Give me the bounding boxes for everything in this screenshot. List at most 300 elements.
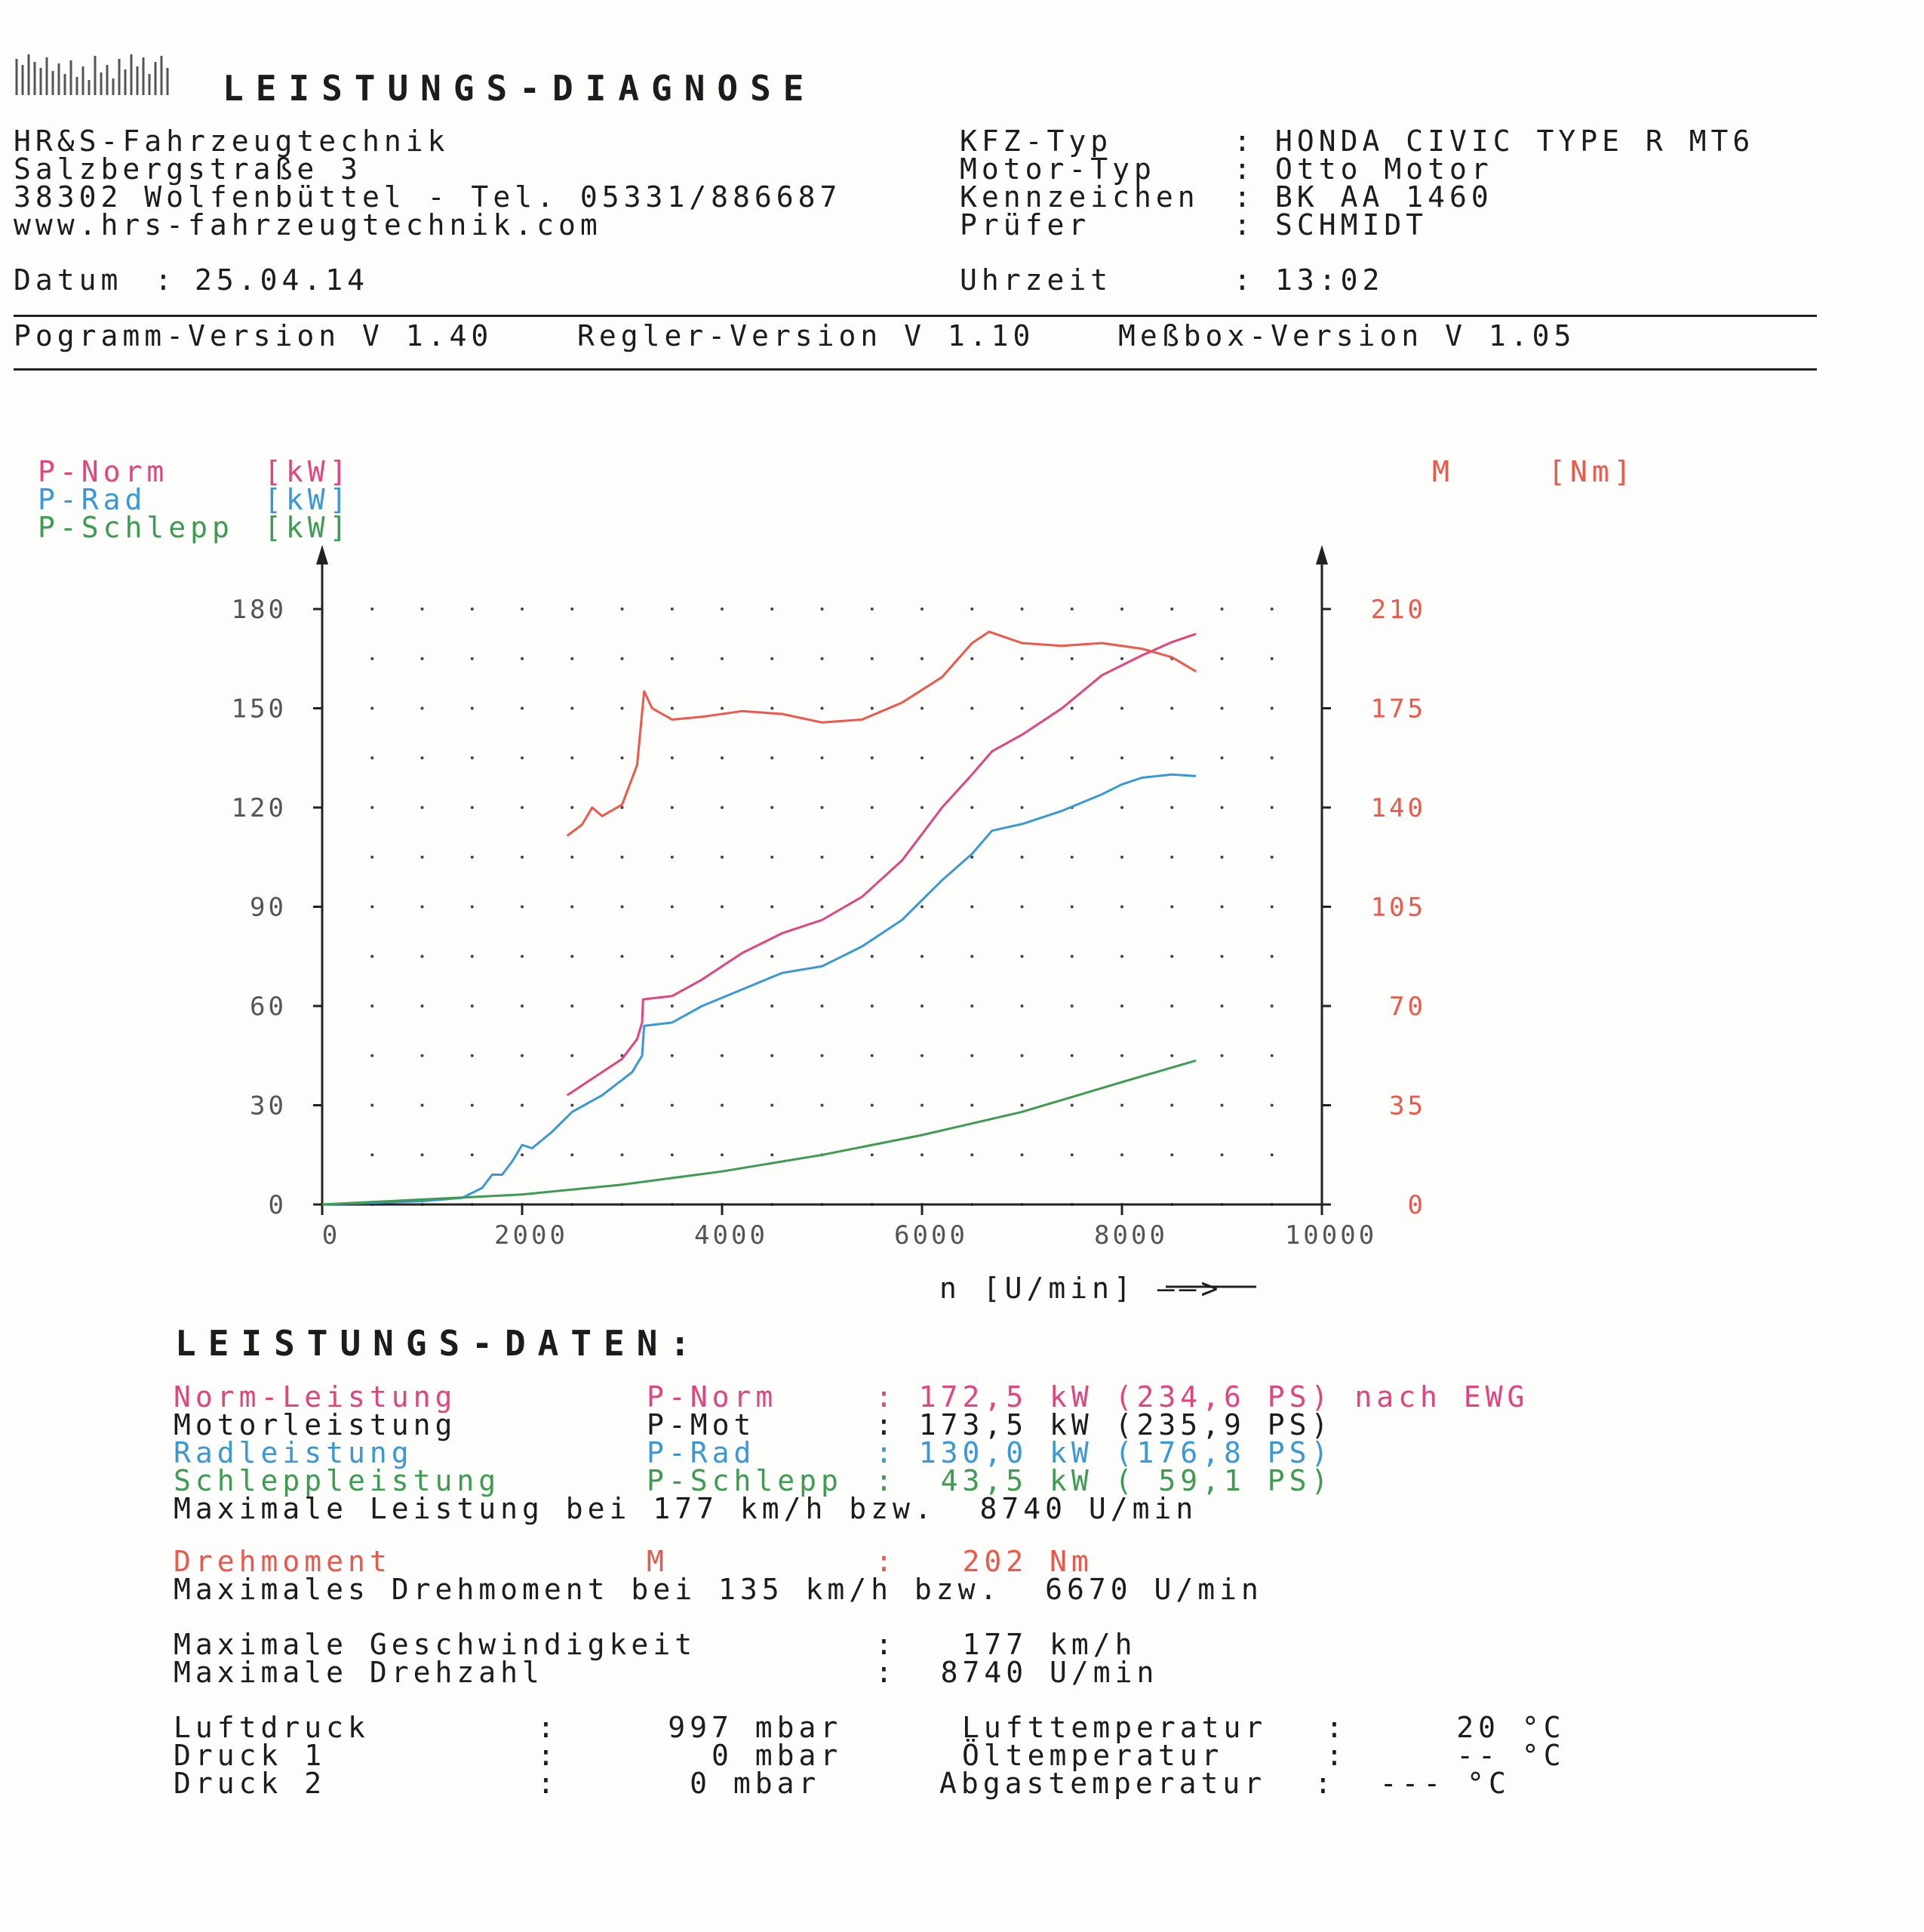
grid-dot: [471, 756, 474, 759]
grid-dot: [770, 657, 773, 660]
grid-dot: [471, 955, 474, 958]
grid-dot: [621, 707, 624, 710]
grid: [370, 608, 1274, 1206]
grid-dot: [871, 955, 874, 958]
grid-dot: [1071, 756, 1074, 759]
y-left-tick-label: 180: [231, 595, 287, 625]
env-label-abgastemp: Abgastemperatur: [939, 1767, 1267, 1800]
grid-dot: [1170, 1004, 1173, 1008]
grid-dot: [821, 1054, 824, 1057]
grid-dot: [421, 856, 424, 859]
grid-dot: [421, 1054, 424, 1057]
grid-dot: [871, 1153, 874, 1156]
grid-dot: [370, 707, 373, 710]
grid-dot: [871, 1004, 874, 1008]
grid-dot: [570, 1004, 573, 1008]
grid-dot: [1221, 608, 1224, 611]
x-axis-label: n [U/min] ——>: [939, 1272, 1223, 1305]
version-programm: Pogramm-Version V 1.40: [14, 319, 493, 352]
page-title: LEISTUNGS-DIAGNOSE: [223, 68, 816, 109]
grid-dot: [1170, 608, 1173, 611]
grid-dot: [370, 1153, 373, 1156]
grid-dot: [671, 707, 674, 710]
row-sym-mot: P-Mot: [647, 1408, 756, 1441]
env-label-druck2: Druck 2: [174, 1767, 327, 1800]
data-section-title: LEISTUNGS-DATEN:: [175, 1323, 703, 1364]
grid-dot: [970, 1004, 973, 1008]
grid-dot: [1221, 657, 1224, 660]
grid-dot: [671, 1004, 674, 1008]
grid-dot: [671, 1054, 674, 1057]
row-sym-rad: P-Rad: [647, 1436, 756, 1469]
grid-dot: [921, 806, 924, 809]
grid-dot: [1071, 707, 1074, 710]
legend-m-name: M: [1432, 455, 1454, 488]
company-city-phone: 38302 Wolfenbüttel - Tel. 05331/886687: [14, 180, 842, 214]
y-left-tick-label: 150: [231, 694, 287, 724]
grid-dot: [370, 657, 373, 660]
vehicle-label-kennzeichen: Kennzeichen: [960, 180, 1200, 214]
grid-dot: [770, 608, 773, 611]
grid-dot: [1120, 806, 1123, 809]
grid-dot: [770, 1153, 773, 1156]
grid-dot: [721, 657, 724, 660]
company-name: HR&S-Fahrzeugtechnik: [14, 125, 450, 158]
grid-dot: [1120, 1004, 1123, 1008]
grid-dot: [1170, 906, 1173, 909]
grid-dot: [370, 1004, 373, 1008]
grid-dot: [821, 756, 824, 759]
grid-dot: [1271, 1153, 1274, 1156]
grid-dot: [871, 806, 874, 809]
row-label-rad: Radleistung: [174, 1436, 413, 1469]
grid-dot: [721, 608, 724, 611]
grid-dot: [521, 806, 524, 809]
vehicle-label-motor: Motor-Typ: [960, 152, 1156, 186]
grid-dot: [721, 1054, 724, 1057]
grid-dot: [1170, 707, 1173, 710]
grid-dot: [1071, 1104, 1074, 1107]
row-label-norm: Norm-Leistung: [174, 1380, 457, 1414]
env-value-luftdruck: : 997 mbar: [537, 1711, 843, 1744]
grid-dot: [570, 707, 573, 710]
series-line-p-schlepp: [322, 1060, 1196, 1204]
grid-dot: [871, 608, 874, 611]
grid-dot: [970, 608, 973, 611]
grid-dot: [471, 1004, 474, 1008]
grid-dot: [1120, 657, 1123, 660]
row-value-schlepp: : 43,5 kW ( 59,1 PS): [875, 1464, 1333, 1497]
grid-dot: [1221, 856, 1224, 859]
grid-dot: [1021, 955, 1024, 958]
grid-dot: [721, 707, 724, 710]
row-sym-norm: P-Norm: [647, 1380, 778, 1414]
axes: [313, 545, 1331, 1287]
grid-dot: [1021, 657, 1024, 660]
grid-dot: [1170, 1153, 1173, 1156]
grid-dot: [1271, 657, 1274, 660]
grid-dot: [970, 756, 973, 759]
y-left-tick-label: 30: [250, 1091, 287, 1121]
y-left-tick-label: 90: [250, 892, 287, 923]
grid-dot: [1221, 806, 1224, 809]
grid-dot: [1071, 856, 1074, 859]
grid-dot: [471, 657, 474, 660]
grid-dot: [621, 906, 624, 909]
grid-dot: [1170, 756, 1173, 759]
grid-dot: [1221, 955, 1224, 958]
drehmoment-label: Drehmoment: [174, 1545, 392, 1578]
env-value-druck2: : 0 mbar: [537, 1767, 821, 1800]
series-line-m: [567, 632, 1196, 836]
grid-dot: [970, 1104, 973, 1107]
grid-dot: [871, 856, 874, 859]
grid-dot: [421, 806, 424, 809]
grid-dot: [671, 657, 674, 660]
grid-dot: [671, 955, 674, 958]
grid-dot: [1071, 1054, 1074, 1057]
vehicle-label-pruefer: Prüfer: [960, 208, 1091, 242]
grid-dot: [1120, 906, 1123, 909]
legend-m-unit: [Nm]: [1548, 455, 1636, 488]
grid-dot: [821, 1004, 824, 1008]
grid-dot: [921, 1004, 924, 1008]
grid-dot: [1021, 1153, 1024, 1156]
env-value-lufttemp: : 20 °C: [1326, 1711, 1566, 1744]
legend-p-schlepp-name: P-Schlepp: [38, 511, 234, 544]
grid-dot: [1170, 856, 1173, 859]
grid-dot: [821, 856, 824, 859]
grid-dot: [671, 806, 674, 809]
legend-p-schlepp-unit: [kW]: [264, 511, 352, 544]
grid-dot: [471, 1153, 474, 1156]
grid-dot: [721, 1004, 724, 1008]
grid-dot: [1271, 806, 1274, 809]
grid-dot: [621, 756, 624, 759]
grid-dot: [521, 707, 524, 710]
grid-dot: [521, 756, 524, 759]
grid-dot: [1071, 955, 1074, 958]
drehmoment-value: : 202 Nm: [875, 1545, 1093, 1578]
row-value-rad: : 130,0 kW (176,8 PS): [875, 1436, 1333, 1469]
grid-dot: [570, 1054, 573, 1057]
vehicle-colon: :: [1234, 125, 1256, 158]
grid-dot: [471, 806, 474, 809]
series-line-p-norm: [567, 634, 1196, 1095]
grid-dot: [570, 1104, 573, 1107]
company-street: Salzbergstraße 3: [14, 152, 363, 186]
grid-dot: [570, 806, 573, 809]
grid-dot: [570, 657, 573, 660]
grid-dot: [871, 1104, 874, 1107]
y-right-tick-label: 105: [1370, 892, 1426, 923]
grid-dot: [921, 608, 924, 611]
grid-dot: [370, 806, 373, 809]
version-messbox: Meßbox-Version V 1.05: [1118, 319, 1576, 352]
vehicle-label-kfz: KFZ-Typ: [960, 125, 1113, 158]
grid-dot: [871, 1054, 874, 1057]
grid-dot: [770, 906, 773, 909]
grid-dot: [921, 906, 924, 909]
legend-p-rad-name: P-Rad: [38, 483, 147, 516]
x-tick-label: 4000: [694, 1220, 768, 1251]
grid-dot: [871, 756, 874, 759]
uhrzeit-colon: :: [1234, 263, 1256, 297]
vehicle-value-motor: Otto Motor: [1275, 152, 1493, 186]
grid-dot: [770, 806, 773, 809]
grid-dot: [1221, 1153, 1224, 1156]
grid-dot: [970, 1054, 973, 1057]
grid-dot: [421, 906, 424, 909]
uhrzeit-value: 13:02: [1275, 263, 1385, 297]
grid-dot: [721, 1104, 724, 1107]
grid-dot: [671, 1104, 674, 1107]
grid-dot: [1071, 906, 1074, 909]
grid-dot: [770, 1054, 773, 1057]
max-drehzahl-label: Maximale Drehzahl: [174, 1656, 544, 1689]
grid-dot: [421, 608, 424, 611]
vehicle-value-kennzeichen: BK AA 1460: [1275, 180, 1493, 214]
max-drehzahl-value: : 8740 U/min: [875, 1656, 1159, 1689]
grid-dot: [1170, 1054, 1173, 1057]
grid-dot: [921, 1153, 924, 1156]
grid-dot: [970, 657, 973, 660]
grid-dot: [1120, 707, 1123, 710]
grid-dot: [570, 955, 573, 958]
grid-dot: [421, 1104, 424, 1107]
grid-dot: [521, 1004, 524, 1008]
grid-dot: [1021, 906, 1024, 909]
grid-dot: [370, 1054, 373, 1057]
max-leistung-line: Maximale Leistung bei 177 km/h bzw. 8740 U/min: [174, 1492, 1198, 1525]
grid-dot: [1221, 1054, 1224, 1057]
grid-dot: [570, 856, 573, 859]
grid-dot: [1271, 756, 1274, 759]
grid-dot: [570, 756, 573, 759]
grid-dot: [1271, 955, 1274, 958]
grid-dot: [471, 906, 474, 909]
grid-dot: [421, 657, 424, 660]
grid-dot: [721, 906, 724, 909]
grid-dot: [671, 756, 674, 759]
row-label-schlepp: Schleppleistung: [174, 1464, 501, 1497]
grid-dot: [1021, 1104, 1024, 1107]
grid-dot: [621, 1104, 624, 1107]
grid-dot: [1271, 1104, 1274, 1107]
grid-dot: [721, 806, 724, 809]
grid-dot: [570, 906, 573, 909]
grid-dot: [970, 1153, 973, 1156]
grid-dot: [770, 1104, 773, 1107]
grid-dot: [421, 1153, 424, 1156]
grid-dot: [621, 657, 624, 660]
grid-dot: [621, 608, 624, 611]
grid-dot: [970, 955, 973, 958]
grid-dot: [521, 1104, 524, 1107]
row-label-mot: Motorleistung: [174, 1408, 457, 1441]
y-right-tick-label: 0: [1407, 1190, 1426, 1220]
legend-p-norm-name: P-Norm: [38, 455, 169, 488]
series: [322, 632, 1196, 1204]
grid-dot: [821, 1104, 824, 1107]
grid-dot: [721, 856, 724, 859]
grid-dot: [1120, 756, 1123, 759]
grid-dot: [370, 906, 373, 909]
y-right-tick-label: 210: [1370, 595, 1426, 625]
grid-dot: [1071, 657, 1074, 660]
grid-dot: [1221, 1004, 1224, 1008]
grid-dot: [721, 955, 724, 958]
grid-dot: [521, 955, 524, 958]
grid-dot: [1170, 806, 1173, 809]
grid-dot: [1120, 608, 1123, 611]
grid-dot: [521, 608, 524, 611]
grid-dot: [471, 1054, 474, 1057]
grid-dot: [370, 756, 373, 759]
grid-dot: [970, 906, 973, 909]
datum-label: Datum: [14, 263, 123, 297]
y-axis-right-arrow: [1316, 545, 1328, 565]
grid-dot: [921, 1054, 924, 1057]
x-tick-label: 6000: [894, 1220, 968, 1251]
env-label-druck1: Druck 1: [174, 1739, 327, 1772]
grid-dot: [821, 707, 824, 710]
tick-labels: [232, 595, 1426, 1251]
grid-dot: [1071, 608, 1074, 611]
grid-dot: [421, 707, 424, 710]
grid-dot: [1221, 906, 1224, 909]
y-right-tick-label: 70: [1389, 992, 1426, 1022]
drehmoment-sym: M: [647, 1545, 668, 1578]
max-geschw-label: Maximale Geschwindigkeit: [174, 1628, 697, 1661]
grid-dot: [821, 955, 824, 958]
grid-dot: [1271, 608, 1274, 611]
y-axis-left-arrow: [316, 545, 328, 565]
grid-dot: [1021, 1004, 1024, 1008]
grid-dot: [821, 906, 824, 909]
env-label-luftdruck: Luftdruck: [174, 1711, 370, 1744]
grid-dot: [671, 906, 674, 909]
grid-dot: [921, 756, 924, 759]
grid-dot: [1221, 707, 1224, 710]
grid-dot: [370, 856, 373, 859]
grid-dot: [1271, 1054, 1274, 1057]
grid-dot: [1021, 756, 1024, 759]
grid-dot: [1071, 1153, 1074, 1156]
datum-value: 25.04.14: [195, 263, 370, 297]
legend-p-norm-unit: [kW]: [264, 455, 352, 488]
grid-dot: [921, 1104, 924, 1107]
grid-dot: [1120, 955, 1123, 958]
grid-dot: [621, 955, 624, 958]
y-left-tick-label: 120: [231, 793, 287, 823]
grid-dot: [370, 608, 373, 611]
company-website: www.hrs-fahrzeugtechnik.com: [14, 208, 602, 242]
grid-dot: [970, 806, 973, 809]
grid-dot: [821, 657, 824, 660]
grid-dot: [1021, 856, 1024, 859]
grid-dot: [770, 1004, 773, 1008]
x-tick-label: 0: [321, 1220, 341, 1251]
max-geschw-value: : 177 km/h: [875, 1628, 1137, 1661]
env-label-oeltemp: Öltemperatur: [962, 1739, 1224, 1772]
datum-colon: :: [155, 263, 177, 297]
vehicle-colon: :: [1234, 152, 1256, 186]
max-drehmoment-line: Maximales Drehmoment bei 135 km/h bzw. 6670 U/min: [174, 1573, 1263, 1606]
grid-dot: [770, 955, 773, 958]
grid-dot: [471, 1104, 474, 1107]
grid-dot: [1271, 856, 1274, 859]
env-value-druck1: : 0 mbar: [537, 1739, 843, 1772]
grid-dot: [1271, 1004, 1274, 1008]
grid-dot: [521, 1153, 524, 1156]
grid-dot: [1021, 608, 1024, 611]
grid-dot: [421, 1004, 424, 1008]
grid-dot: [921, 657, 924, 660]
x-tick-label: 8000: [1094, 1220, 1168, 1251]
y-right-tick-label: 175: [1370, 694, 1426, 724]
grid-dot: [521, 1054, 524, 1057]
grid-dot: [671, 1153, 674, 1156]
uhrzeit-label: Uhrzeit: [960, 263, 1113, 297]
row-sym-schlepp: P-Schlepp: [647, 1464, 843, 1497]
grid-dot: [521, 906, 524, 909]
grid-dot: [570, 608, 573, 611]
grid-dot: [770, 756, 773, 759]
y-right-tick-label: 35: [1389, 1091, 1426, 1121]
grid-dot: [621, 1004, 624, 1008]
grid-dot: [1221, 1104, 1224, 1107]
x-tick-label: 2000: [494, 1220, 568, 1251]
grid-dot: [821, 806, 824, 809]
grid-dot: [1170, 955, 1173, 958]
y-right-tick-label: 140: [1370, 793, 1426, 823]
grid-dot: [921, 707, 924, 710]
grid-dot: [770, 707, 773, 710]
vehicle-value-pruefer: SCHMIDT: [1275, 208, 1428, 242]
grid-dot: [471, 707, 474, 710]
grid-dot: [570, 1153, 573, 1156]
grid-dot: [1021, 806, 1024, 809]
grid-dot: [871, 906, 874, 909]
row-value-norm: : 172,5 kW (234,6 PS) nach EWG: [875, 1380, 1529, 1414]
grid-dot: [421, 955, 424, 958]
y-left-tick-label: 0: [268, 1190, 287, 1220]
grid-dot: [721, 1153, 724, 1156]
grid-dot: [370, 1104, 373, 1107]
grid-dot: [721, 756, 724, 759]
grid-dot: [671, 608, 674, 611]
grid-dot: [1021, 1054, 1024, 1057]
vehicle-value-kfz: HONDA CIVIC TYPE R MT6: [1275, 125, 1755, 158]
grid-dot: [471, 856, 474, 859]
row-value-mot: : 173,5 kW (235,9 PS): [875, 1408, 1333, 1441]
grid-dot: [770, 856, 773, 859]
version-regler: Regler-Version V 1.10: [577, 319, 1035, 352]
env-value-oeltemp: : -- °C: [1326, 1739, 1566, 1772]
series-line-p-rad: [322, 774, 1196, 1204]
grid-dot: [521, 856, 524, 859]
grid-dot: [1120, 856, 1123, 859]
grid-dot: [871, 707, 874, 710]
grid-dot: [921, 856, 924, 859]
vehicle-colon: :: [1234, 208, 1256, 242]
grid-dot: [471, 608, 474, 611]
grid-dot: [1120, 1054, 1123, 1057]
vehicle-colon: :: [1234, 180, 1256, 214]
grid-dot: [1120, 1153, 1123, 1156]
legend-p-rad-unit: [kW]: [264, 483, 352, 516]
